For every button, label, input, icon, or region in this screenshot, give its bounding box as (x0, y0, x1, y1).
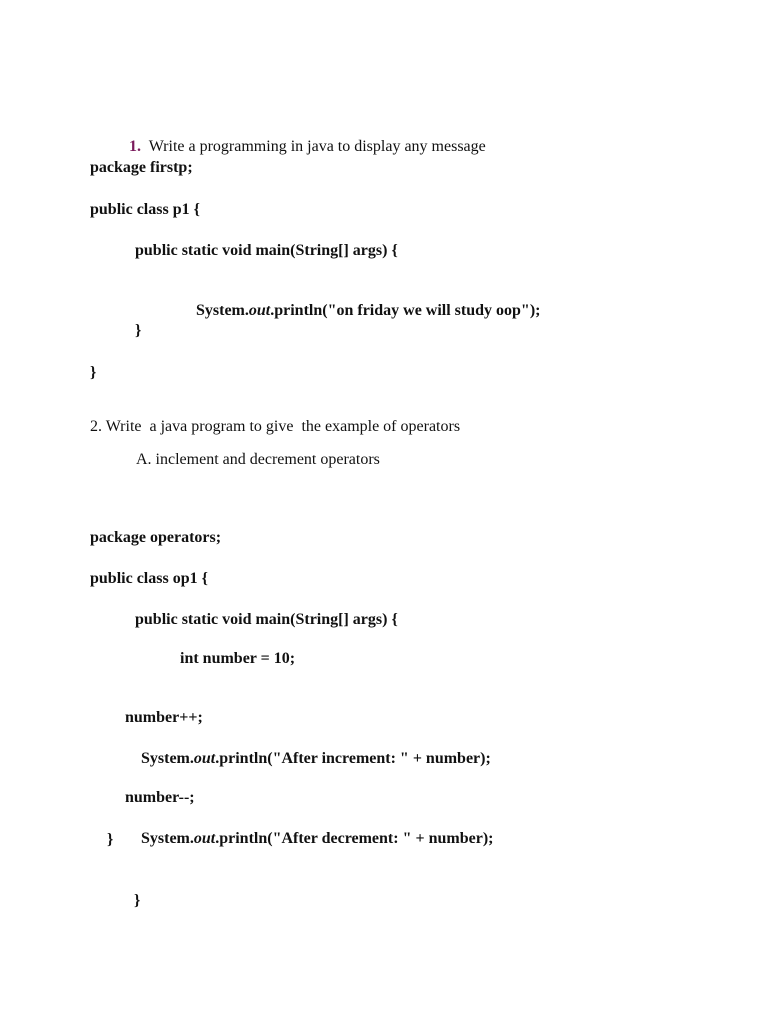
question-1-text: Write a programming in java to display any message (148, 138, 486, 155)
code-close-brace: } (90, 364, 97, 381)
code-print-line (125, 729, 491, 789)
code-class-line: public class op1 { (90, 570, 208, 587)
code-var-line: int number = 10; (180, 650, 296, 667)
code-print-line (125, 809, 493, 869)
code-increment-line: number++; (125, 709, 203, 726)
code-text: out (193, 750, 216, 767)
code-package-line: package firstp; (90, 159, 193, 176)
code-text: System. (141, 830, 194, 847)
code-close-brace: } (134, 892, 141, 909)
code-text: .println("After decrement: " + number); (215, 830, 494, 847)
code-main-line: public static void main(String[] args) { (135, 611, 398, 628)
code-text: .println("on friday we will study oop"); (270, 302, 541, 319)
code-close-brace: } (107, 831, 114, 848)
code-text: out (248, 302, 271, 319)
code-text: out (193, 830, 216, 847)
code-class-line: public class p1 { (90, 201, 200, 218)
code-main-line: public static void main(String[] args) { (135, 242, 398, 259)
code-text: .println("After increment: " + number); (215, 750, 491, 767)
code-text: System. (141, 750, 194, 767)
list-number: 1. (129, 138, 141, 155)
code-print-line (180, 281, 540, 341)
code-decrement-line: number--; (125, 789, 195, 806)
question-2-sub: A. inclement and decrement operators (136, 451, 380, 468)
question-2-text: 2. Write a java program to give the example of operators (90, 418, 461, 435)
code-package-line: package operators; (90, 529, 222, 546)
code-close-brace: } (135, 322, 142, 339)
code-text: System. (196, 302, 249, 319)
